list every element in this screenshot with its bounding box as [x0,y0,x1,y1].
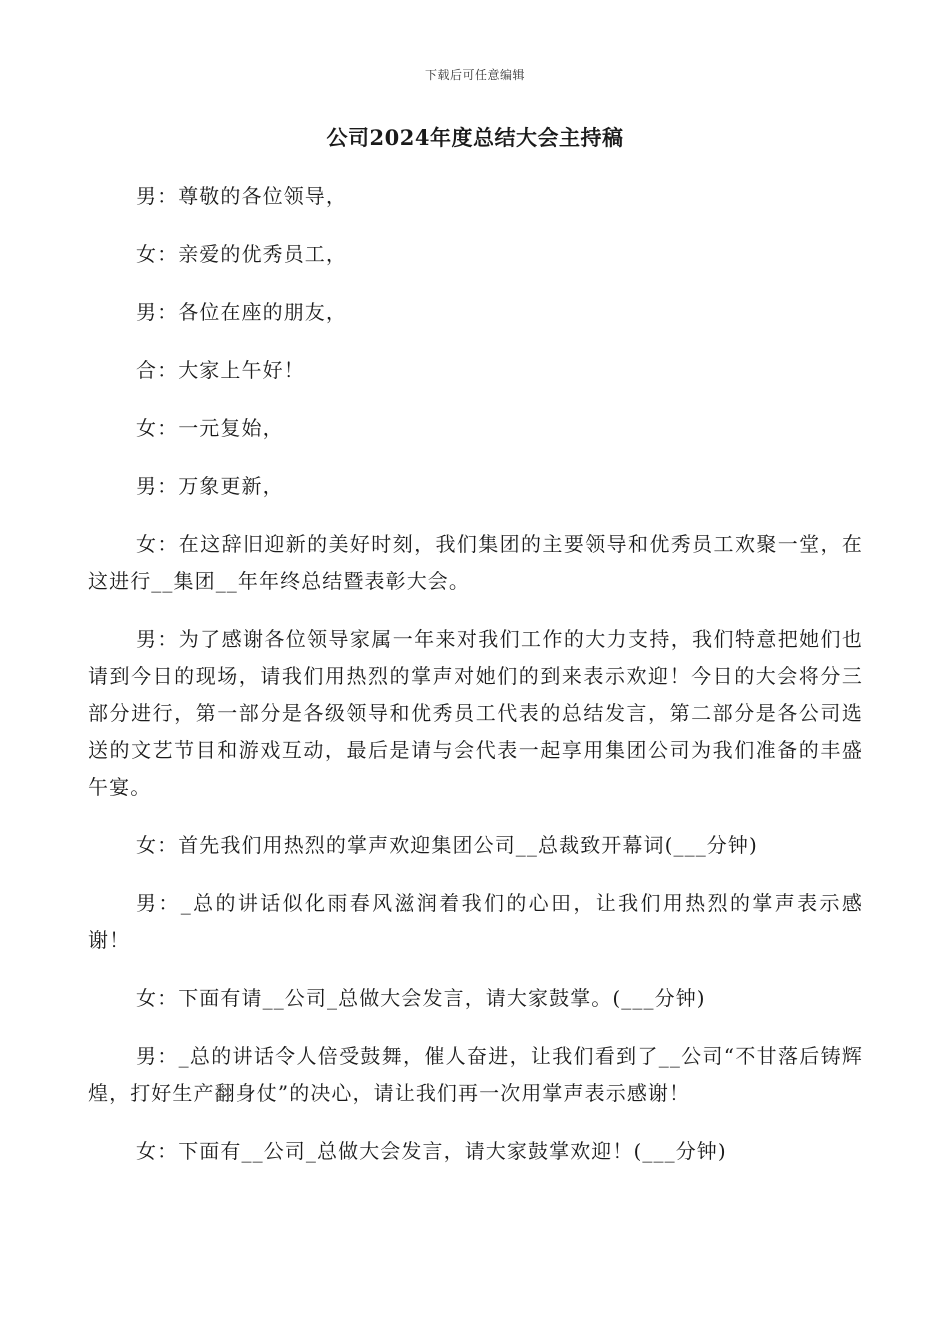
paragraph: 男：_总的讲话似化雨春风滋润着我们的心田，让我们用热烈的掌声表示感谢！ [88,891,863,952]
paragraph: 男：_总的讲话令人倍受鼓舞，催人奋进，让我们看到了__公司“不甘落后铸辉煌，打好生产翻身仗”的决心，请让我们再一次用掌声表示感谢！ [88,1044,863,1105]
paragraph: 男：万象更新， [136,474,284,498]
paragraph: 女：首先我们用热烈的掌声欢迎集团公司__总裁致开幕词(___分钟) [136,833,758,857]
paragraph: 男：尊敬的各位领导， [136,184,347,208]
header-note: 下载后可任意编辑 [424,68,525,82]
paragraph: 男：各位在座的朋友， [136,300,347,324]
document-title: 公司2024年度总结大会主持稿 [326,125,624,150]
paragraph: 女：亲爱的优秀员工， [136,242,347,266]
paragraph: 女：下面有__公司_总做大会发言，请大家鼓掌欢迎！(___分钟) [136,1139,727,1163]
document-body [88,178,863,1191]
paragraph: 男：为了感谢各位领导家属一年来对我们工作的大力支持，我们特意把她们也请到今日的现场，请我们用热烈的掌声对她们的到来表示欢迎！今日的大会将分三部分进行，第一部分是各级领导和优秀员工代表的总结发言，第二部分是各公司选送的文艺节目和游戏互动，最后是请与会代表一起享用集团公司为我们准备的丰盛午宴。 [88,627,863,799]
paragraph: 女：一元复始， [136,416,284,440]
paragraph: 合：大家上午好！ [136,358,305,382]
paragraph: 女：下面有请__公司_总做大会发言，请大家鼓掌。(___分钟) [136,986,706,1010]
paragraph: 女：在这辞旧迎新的美好时刻，我们集团的主要领导和优秀员工欢聚一堂，在这进行__集团__年年终总结暨表彰大会。 [88,532,863,593]
